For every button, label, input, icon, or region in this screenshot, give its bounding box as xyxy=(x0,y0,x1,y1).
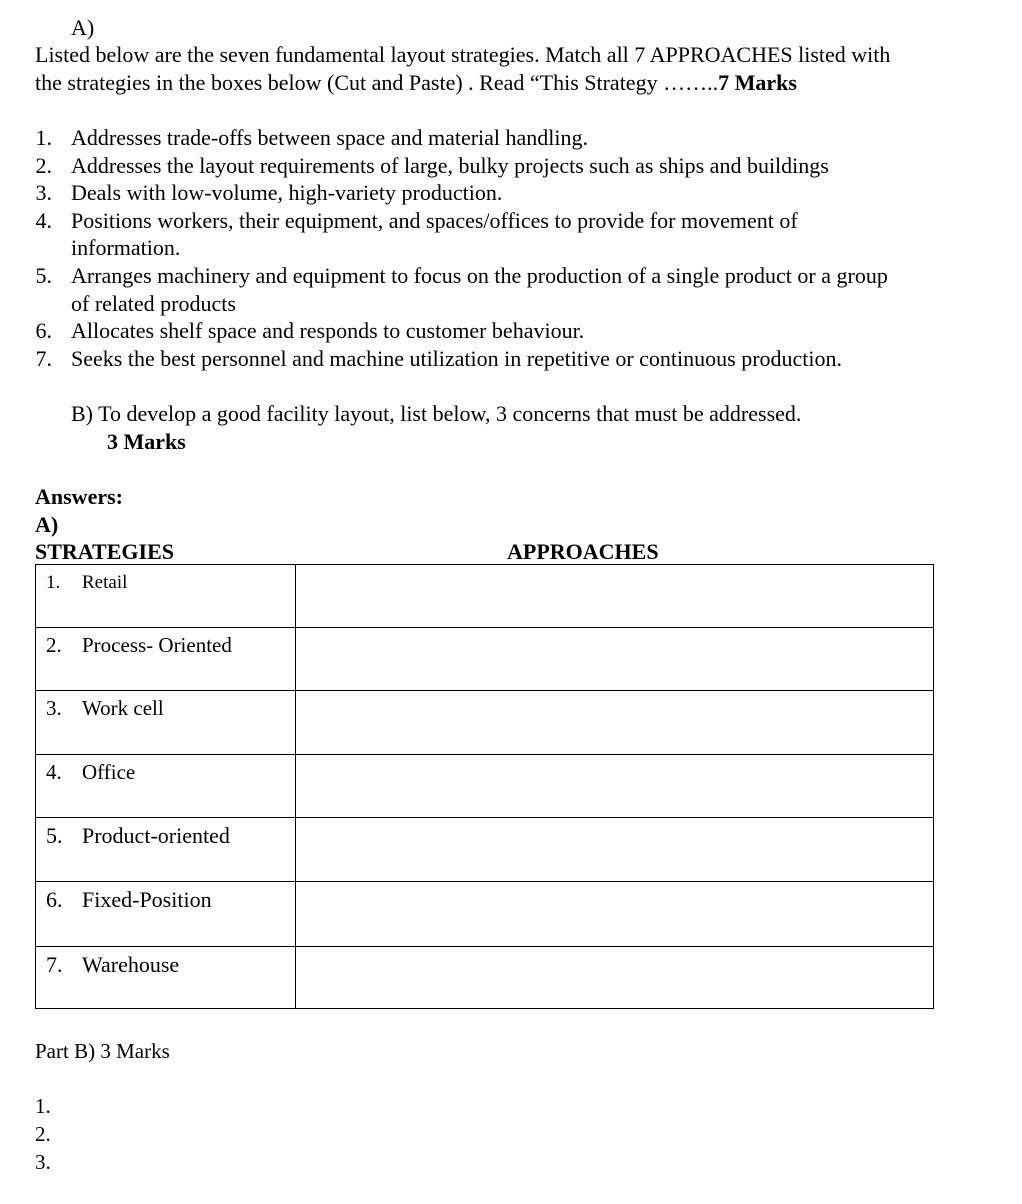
table-row xyxy=(36,628,934,691)
answers-section-a: A) xyxy=(35,512,59,537)
list-item-text: Arranges machinery and equipment to focus on the production of a single product or a group xyxy=(71,263,888,288)
list-item-number: 3. xyxy=(35,180,52,205)
part-a-marks: 7 Marks xyxy=(718,70,797,95)
strategy-cell xyxy=(36,818,296,882)
strategy-name: Product-oriented xyxy=(82,823,230,848)
strategies-table xyxy=(35,564,934,1009)
table-row xyxy=(36,691,934,755)
part-a-intro-line-2 xyxy=(35,69,797,97)
approach-cell[interactable] xyxy=(296,565,934,628)
approach-cell[interactable] xyxy=(296,628,934,691)
strategy-cell xyxy=(36,755,296,818)
strategy-name: Retail xyxy=(82,572,128,593)
strategy-name: Process- Oriented xyxy=(82,633,232,657)
table-row xyxy=(36,755,934,818)
strategy-cell xyxy=(36,628,296,691)
part-b-label: Part B) 3 Marks xyxy=(35,1039,170,1063)
list-item-text: Deals with low-volume, high-variety production. xyxy=(71,180,503,205)
strategy-name: Warehouse xyxy=(82,952,180,977)
list-item-number: 7. xyxy=(35,346,52,371)
approach-answer xyxy=(296,882,933,890)
table-row xyxy=(36,818,934,882)
strategy-cell xyxy=(36,691,296,755)
strategy-cell xyxy=(36,882,296,947)
approach-answer xyxy=(296,818,933,826)
table-row xyxy=(36,565,934,628)
approach-cell[interactable] xyxy=(296,818,934,882)
part-b-question: B) To develop a good facility layout, list below, 3 concerns that must be addressed. xyxy=(71,401,802,426)
approach-answer xyxy=(296,947,933,955)
list-item-number: 6. xyxy=(35,318,52,343)
part-b-number: 3. xyxy=(35,1150,51,1174)
list-item-text: Seeks the best personnel and machine utilization in repetitive or continuous production. xyxy=(71,346,843,371)
table-row xyxy=(36,947,934,1009)
strategy-number: 7. xyxy=(46,952,63,977)
approach-cell[interactable] xyxy=(296,947,934,1009)
list-item-text: Addresses the layout requirements of large, bulky projects such as ships and buildings xyxy=(71,153,829,178)
list-item-text-continued: of related products xyxy=(71,291,236,316)
strategy-number: 5. xyxy=(46,823,63,848)
list-item-text-continued: information. xyxy=(71,235,181,260)
strategy-number: 6. xyxy=(46,887,63,912)
list-item-text: Positions workers, their equipment, and spaces/offices to provide for movement of xyxy=(71,208,798,233)
strategy-name: Work cell xyxy=(82,696,164,720)
column-header-approaches: APPROACHES xyxy=(507,539,659,564)
strategy-cell xyxy=(36,947,296,1009)
strategy-number: 2. xyxy=(46,633,62,657)
approach-answer xyxy=(296,691,933,699)
list-item-number: 2. xyxy=(35,153,52,178)
strategy-number: 3. xyxy=(46,696,62,720)
list-item-number: 5. xyxy=(35,263,52,288)
part-b-marks: 3 Marks xyxy=(107,429,186,454)
strategy-name: Office xyxy=(82,760,136,784)
part-b-number: 2. xyxy=(35,1122,51,1146)
approach-answer xyxy=(296,755,933,763)
approach-cell[interactable] xyxy=(296,691,934,755)
approach-cell[interactable] xyxy=(296,882,934,947)
list-item-text: Addresses trade-offs between space and material handling. xyxy=(71,125,589,150)
approach-answer xyxy=(296,565,933,573)
strategy-number: 4. xyxy=(46,760,62,784)
strategy-name: Fixed-Position xyxy=(82,887,212,912)
part-a-intro-line-1: Listed below are the seven fundamental layout strategies. Match all 7 APPROACHES listed with xyxy=(35,42,891,67)
approach-cell[interactable] xyxy=(296,755,934,818)
strategy-cell xyxy=(36,565,296,628)
part-a-intro-text: the strategies in the boxes below (Cut and Paste) . Read “This Strategy …….. xyxy=(35,70,719,95)
list-item-text: Allocates shelf space and responds to customer behaviour. xyxy=(71,318,585,343)
list-item-number: 4. xyxy=(35,208,52,233)
part-b-number: 1. xyxy=(35,1094,51,1118)
answers-heading: Answers: xyxy=(35,484,123,509)
list-item-number: 1. xyxy=(35,125,52,150)
column-header-strategies: STRATEGIES xyxy=(35,539,174,564)
part-a-heading: A) xyxy=(71,15,95,40)
approach-answer xyxy=(296,628,933,636)
strategy-number: 1. xyxy=(46,572,61,593)
table-row xyxy=(36,882,934,947)
